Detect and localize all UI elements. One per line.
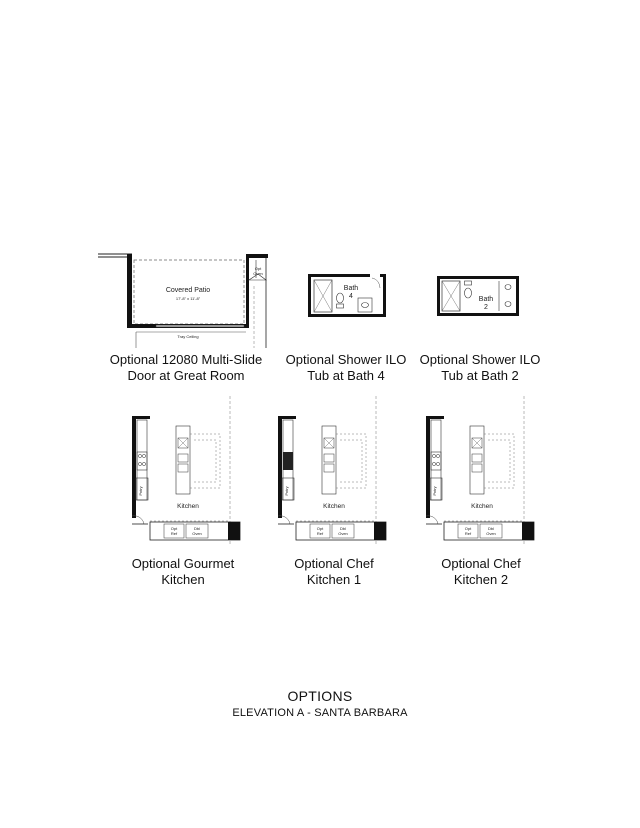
kitchen-gourmet-oven-label-2: Oven [192,531,202,536]
bath2-caption-line1: Optional Shower ILO [419,352,541,367]
kitchen-gourmet-ref-label-1: Opt [170,526,178,531]
patio-floor-plan [96,248,276,348]
kitchen-chef1-ref-label-2: Ref [316,531,324,536]
kitchen-chef2-oven-label-2: Oven [486,531,496,536]
kitchen-gourmet-caption [113,556,253,588]
patio-ceiling-note: Tray Ceiling [177,334,199,339]
patio-closet-label-1: Opt [254,266,262,271]
kitchen-chef2-pantry-label: Pntry [432,486,437,496]
patio-caption-line2: Door at Great Room [127,368,245,383]
kitchen-gourmet-floor-plan [118,396,248,544]
bath2-caption-line2: Tub at Bath 2 [441,368,519,383]
kitchen-chef1-floor-plan [264,396,394,544]
page-title: OPTIONS [287,688,353,704]
bath2-label-line1: Bath [478,296,494,303]
bath2-floor-plan [437,276,521,318]
bath4-caption-line2: Tub at Bath 4 [307,368,385,383]
kitchen-chef2-caption-line1: Optional Chef [441,556,521,571]
patio-room-label: Covered Patio [165,287,211,294]
bath4-floor-plan [308,274,388,320]
kitchen-chef2-caption [411,556,551,588]
bath2-caption [410,352,550,384]
patio-closet-label-2: Oven [253,271,263,276]
kitchen-chef1-caption [264,556,404,588]
kitchen-chef2-floor-plan [412,396,542,544]
bath4-label-line2: 4 [349,293,353,300]
kitchen-chef1-caption-line2: Kitchen 1 [306,572,362,587]
kitchen-chef2-oven-label-1: Dbl [487,526,495,531]
patio-caption-line1: Optional 12080 Multi-Slide [109,352,263,367]
bath4-label-line1: Bath [343,285,359,292]
patio-caption [96,352,276,384]
kitchen-chef2-caption-line2: Kitchen 2 [453,572,509,587]
kitchen-chef2-ref-label-1: Opt [464,526,472,531]
kitchen-chef1-ref-label-1: Opt [316,526,324,531]
kitchen-chef1-pantry-label: Pntry [284,486,289,496]
kitchen-chef1-room-label: Kitchen [323,503,345,510]
bath2-label-line2: 2 [484,304,488,311]
kitchen-gourmet-caption-line2: Kitchen [161,572,205,587]
patio-room-size: 17'-8" x 11'-8" [175,296,201,301]
kitchen-chef1-oven-label-1: Dbl [339,526,347,531]
kitchen-gourmet-room-label: Kitchen [177,503,199,510]
bath4-caption-line1: Optional Shower ILO [285,352,407,367]
kitchen-chef2-ref-label-2: Ref [464,531,472,536]
kitchen-gourmet-oven-label-1: Dbl [193,526,201,531]
kitchen-chef1-caption-line1: Optional Chef [294,556,374,571]
kitchen-chef2-room-label: Kitchen [471,503,493,510]
kitchen-chef1-oven-label-2: Oven [338,531,348,536]
kitchen-gourmet-caption-line1: Optional Gourmet [131,556,235,571]
bath4-caption [276,352,416,384]
page-subtitle: ELEVATION A - SANTA BARBARA [232,707,408,719]
kitchen-gourmet-ref-label-2: Ref [170,531,178,536]
kitchen-gourmet-pantry-label: Pntry [138,486,143,496]
